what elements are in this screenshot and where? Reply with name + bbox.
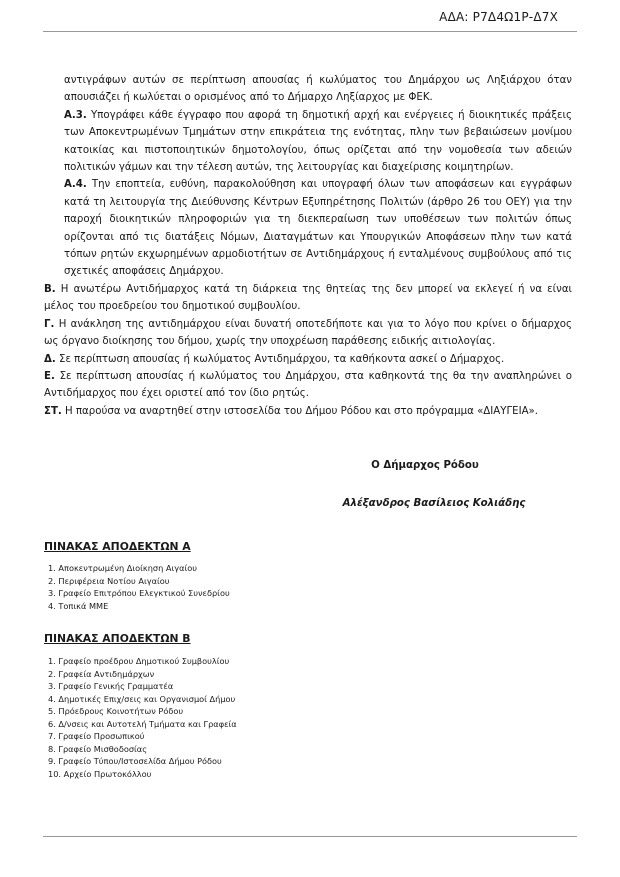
paragraph-text: Υπογράφει κάθε έγγραφο που αφορά τη δημοτική αρχή και ενέργειες ή διοικητικές πράξεις των Αποκεντρωμένων Τμημάτων στην επικράτεια της ενότητας, πλην των βεβαιώσεων μονίμου κατοικίας και πιστοποιητικών δημοτολογίου, όπως ορίζεται από την νομοθεσία των αδειών πολιτικών γάμων και την τέλεση αυτών, της λειτουργίας και διαχείρισης κοιμητηρίων. [64, 109, 572, 174]
recipients-b-list [48, 655, 237, 780]
list-item: 2. Γραφεία Αντιδημάρχων [48, 668, 155, 679]
recipients-a-title: ΠΙΝΑΚΑΣ ΑΠΟΔΕΚΤΩΝ Α [44, 540, 191, 553]
paragraph-text: Η ανωτέρω Αντιδήμαρχος κατά τη διάρκεια της θητείας της δεν μπορεί να εκλεγεί ή να είναι μέλος του προεδρείου του δημοτικού συμβουλίου. [44, 283, 572, 313]
paragraph-c [44, 316, 572, 351]
list-item: 1. Γραφείο προέδρου Δημοτικού Συμβουλίου [48, 656, 230, 666]
list-item: 7. Γραφείο Προσωπικού [48, 731, 145, 741]
paragraph-label: Γ. [44, 318, 55, 330]
paragraph-a3 [44, 107, 572, 177]
paragraph-label: Δ. [44, 353, 56, 365]
list-item: 10. Αρχείο Πρωτοκόλλου [48, 768, 152, 779]
list-item: 8. Γραφείο Μισθοδοσίας [48, 743, 148, 754]
paragraph-a2-continued [44, 72, 572, 107]
paragraph-text: Η ανάκληση της αντιδημάρχου είναι δυνατή οποτεδήποτε και για το λόγο που κρίνει ο δήμαρχος ως όργανο διοίκησης του δήμου, χωρίς την υποχρέωση παράθεσης ειδικής αιτιολογίας. [44, 318, 572, 348]
paragraph-label: Α.3. [64, 109, 87, 121]
list-item: 6. Δ/νσεις και Αυτοτελή Τμήματα και Γραφεία [48, 718, 237, 729]
document-body [44, 72, 572, 420]
signature-name: Αλέξανδρος Βασίλειος Κολιάδης [342, 498, 526, 509]
list-item: 2. Περιφέρεια Νοτίου Αιγαίου [48, 575, 170, 586]
paragraph-a4 [44, 176, 572, 280]
paragraph-text: Η παρούσα να αναρτηθεί στην ιστοσελίδα του Δήμου Ρόδου και στο πρόγραμμα «ΔΙΑΥΓΕΙΑ». [61, 405, 539, 417]
paragraph-st [44, 403, 572, 420]
recipients-a-list [48, 562, 230, 612]
ada-code: ΑΔΑ: Ρ7Δ4Ω1Ρ-Δ7Χ [439, 10, 558, 24]
list-item: 4. Τοπικά ΜΜΕ [48, 600, 109, 611]
list-item: 3. Γραφείο Επιτρόπου Ελεγκτικού Συνεδρίου [48, 588, 230, 598]
paragraph-label: ΣΤ. [44, 405, 62, 417]
footer-divider [43, 836, 577, 837]
recipients-b-title: ΠΙΝΑΚΑΣ ΑΠΟΔΕΚΤΩΝ Β [44, 632, 191, 645]
paragraph-text: Σε περίπτωση απουσίας ή κωλύματος Αντιδημάρχου, τα καθήκοντα ασκεί ο Δήμαρχος. [55, 353, 505, 365]
list-item: 9. Γραφείο Τύπου/Ιστοσελίδα Δήμου Ρόδου [48, 756, 222, 766]
signature-title: Ο Δήμαρχος Ρόδου [371, 460, 479, 471]
paragraph-b [44, 281, 572, 316]
paragraph-label: Β. [44, 283, 56, 295]
paragraph-text: Σε περίπτωση απουσίας ή κωλύματος του Δημάρχου, στα καθηκοντά της θα την αναπληρώνει ο Αντιδήμαρχος που έχει οριστεί από τον ίδιο ρητώς. [44, 370, 572, 400]
paragraph-e [44, 368, 572, 403]
header-divider [43, 31, 577, 32]
list-item: 1. Αποκεντρωμένη Διοίκηση Αιγαίου [48, 563, 198, 573]
list-item: 3. Γραφείο Γενικής Γραμματέα [48, 681, 174, 691]
paragraph-d [44, 351, 572, 368]
list-item: 4. Δημοτικές Επιχ/σεις και Οργανισμοί Δήμου [48, 693, 236, 704]
paragraph-label: Α.4. [64, 179, 87, 191]
paragraph-text: αντιγράφων αυτών σε περίπτωση απουσίας ή κωλύματος του Δημάρχου ως Ληξιάρχου όταν απουσιάζει ή κωλύεται ο ορισμένος από το Δήμαρχο Ληξίαρχος με ΦΕΚ. [64, 75, 572, 104]
list-item: 5. Πρόεδρους Κοινοτήτων Ρόδου [48, 706, 184, 716]
paragraph-text: Την εποπτεία, ευθύνη, παρακολούθηση και υπογραφή όλων των αποφάσεων και εγγράφων κατά τη λειτουργία της Διεύθυνσης Κέντρων Εξυπηρέτησης Πολιτών (άρθρο 26 του ΟΕΥ) για την παροχή διοικητικών πληροφοριών για τη διεκπεραίωση των υποθέσεων των πολιτών όπως ορίζονται από τις διατάξεις Νόμων, Διαταγμάτων και Υπουργικών Αποφάσεων πλην των κατά τόπων ρητών εκχωρημένων αρμοδιοτήτων σε Αντιδημάρχους ή ενταλμένους συμβούλους από τις σχετικές αποφάσεις Δημάρχου. [64, 179, 572, 278]
paragraph-label: Ε. [44, 370, 55, 382]
